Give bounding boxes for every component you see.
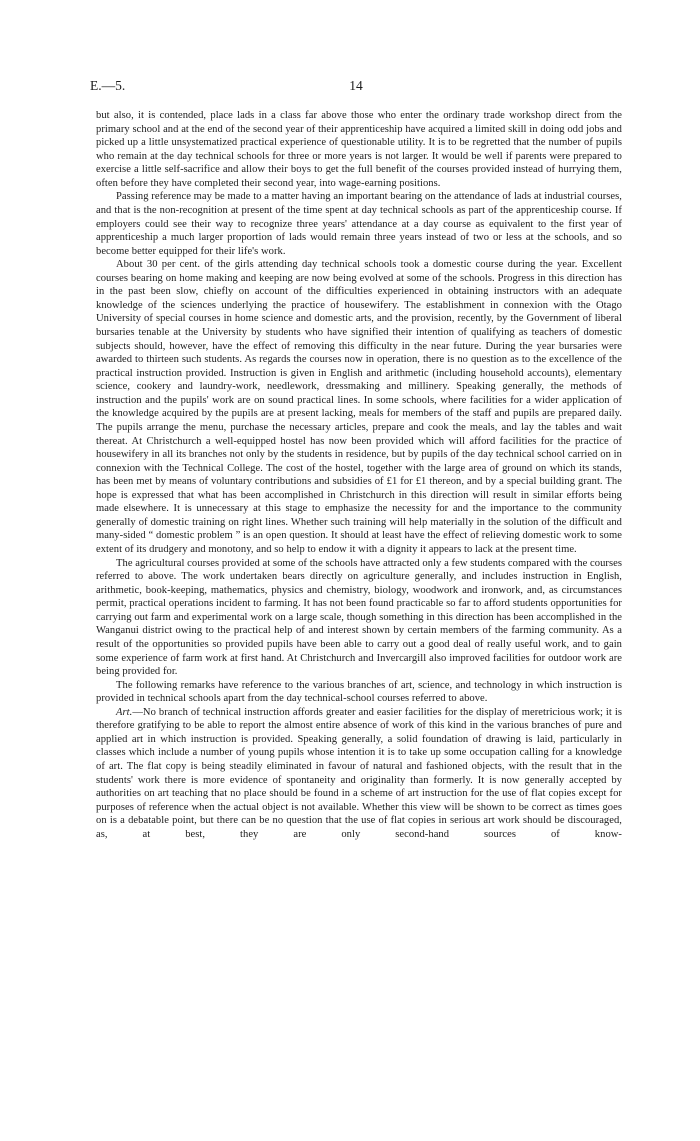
paragraph-domestic-courses: About 30 per cent. of the girls attending day technical schools took a domestic course during the year. Excellent courses bearing on home making and keeping are now being evolved at some of the schools. Progress in this direction has in the past been slow, chiefly on account of the difficulties experienced in obtaining instructors with an adequate knowledge of the sciences underlying the practice of housewifery. The establishment in connexion with the Otago University of special courses in home science and domestic arts, and the provision, recently, by the Government of liberal bursaries tenable at the University by students who have signified their intention of qualifying as teachers of domestic subjects should, however, have the effect of removing this difficulty in the near future. During the year bursaries were awarded to thirteen such students. As regards the courses now in operation, there is no question as to the excellence of the practical instruction provided. Instruction is given in English and arithmetic (including household accounts), elementary science, cookery and laundry-work, needlework, dressmaking and millinery. Speaking generally, the methods of instruction and the pupils' work are on sound practical lines. In some schools, where facilities for a wider application of the knowledge acquired by the pupils are at present lacking, meals for members of the staff and pupils are prepared daily. The pupils arrange the menu, purchase the necessary articles, prepare and cook the meals, and lay the tables and wait thereat. At Christchurch a well-equipped hostel has now been provided which will afford facilities for the practice of housewifery in all its branches not only by the students in residence, but by pupils of the day technical school carried on in connexion with the Technical College. The cost of the hostel, together with the large area of ground on which its stands, has been met by means of voluntary contributions and subsidies of £1 for £1 thereon, and by a special building grant. The hope is expressed that what has been accomplished in Christchurch in this direction will result in similar efforts being made elsewhere. It is unnecessary at this stage to emphasize the necessity for and the importance to the community generally of domestic training on right lines. Whether such training will help materially in the solution of the difficult and many-sided “ domestic problem ” is an open question. It should at least have the effect of relieving domestic work to some extent of its drudgery and monotony, and so help to endow it with a dignity it appears to lack at the present time. bbox=[96, 259, 622, 555]
page-reference: E.—5. bbox=[90, 78, 126, 93]
page-number: 14 bbox=[349, 78, 363, 93]
paragraph-branches-intro: The following remarks have reference to the various branches of art, science, and technology in which instruction is provided in technical schools apart from the day technical-school courses referred to above. bbox=[96, 679, 622, 705]
body-text bbox=[96, 109, 622, 841]
page-header bbox=[90, 78, 622, 98]
art-section-heading: Art. bbox=[116, 706, 133, 718]
paragraph-art bbox=[96, 706, 622, 842]
paragraph-day-course-recognition: Passing reference may be made to a matter having an important bearing on the attendance of lads at industrial courses, and that is the non-recognition at present of the time spent at day technical schools as part of the apprenticeship course. If employers could see their way to recognize three years' attendance at a day course as equivalent to the first year of apprenticeship a much larger proportion of lads would remain three years instead of two or less at the schools, and so become better equipped for their life's work. bbox=[96, 191, 622, 257]
paragraph-agricultural-courses: The agricultural courses provided at some of the schools have attracted only a few students compared with the courses referred to above. The work undertaken bears directly on agriculture generally, and includes instruction in English, arithmetic, book-keeping, mathematics, physics and chemistry, biology, woodwork and ironwork, and, as circumstances permit, practical operations incident to farming. It has not been found practicable so far to afford students opportunities for carrying out farm and experimental work on a large scale, though something in this direction has been accomplished in the Wanganui district owing to the practical help of and interest shown by certain members of the farming community. As a result of the opportunities so provided pupils have been able to carry out a good deal of really useful work, and to gain some experience of farm work at first hand. At Christchurch and Invercargill also improved facilities for outdoor work are being provided for. bbox=[96, 557, 622, 678]
paragraph-apprenticeship-continued: but also, it is contended, place lads in a class far above those who enter the ordinary trade workshop direct from the primary school and at the end of the second year of their apprenticeship have acquired a limited skill in doing odd jobs and picked up a little unsystematized practical experience of questionable utility. It is to be regretted that the number of pupils who remain at the day technical schools for three or more years is not larger. It would be well if parents were prepared to exercise a little self-sacrifice and allow their boys to get the full benefit of the courses provided instead of hurrying them, often before they have completed their second year, into wage-earning positions. bbox=[96, 110, 622, 189]
art-section-text: —No branch of technical instruction affords greater and easier facilities for the display of meretricious work; it is therefore gratifying to be able to report the almost entire absence of work of this kind in the various branches of pure and applied art in which instruction is provided. Speaking generally, a solid foundation of drawing is laid, particularly in classes which include a number of young pupils whose intention it is to take up some occupation calling for a knowledge of art. The flat copy is being steadily eliminated in favour of natural and fashioned objects, with the result that in the students' work there is more evidence of spontaneity and originality than formerly. It is now generally accepted by authorities on art teaching that no place should be found in a scheme of art instruction for the use of flat copies except for purposes of reference when the actual object is not available. Whether this view will be shown to be correct as times goes on is a debatable point, but there can be no question that the use of flat copies in serious art work should be discouraged, as, at best, they are only second-hand sources of know- bbox=[96, 706, 622, 840]
